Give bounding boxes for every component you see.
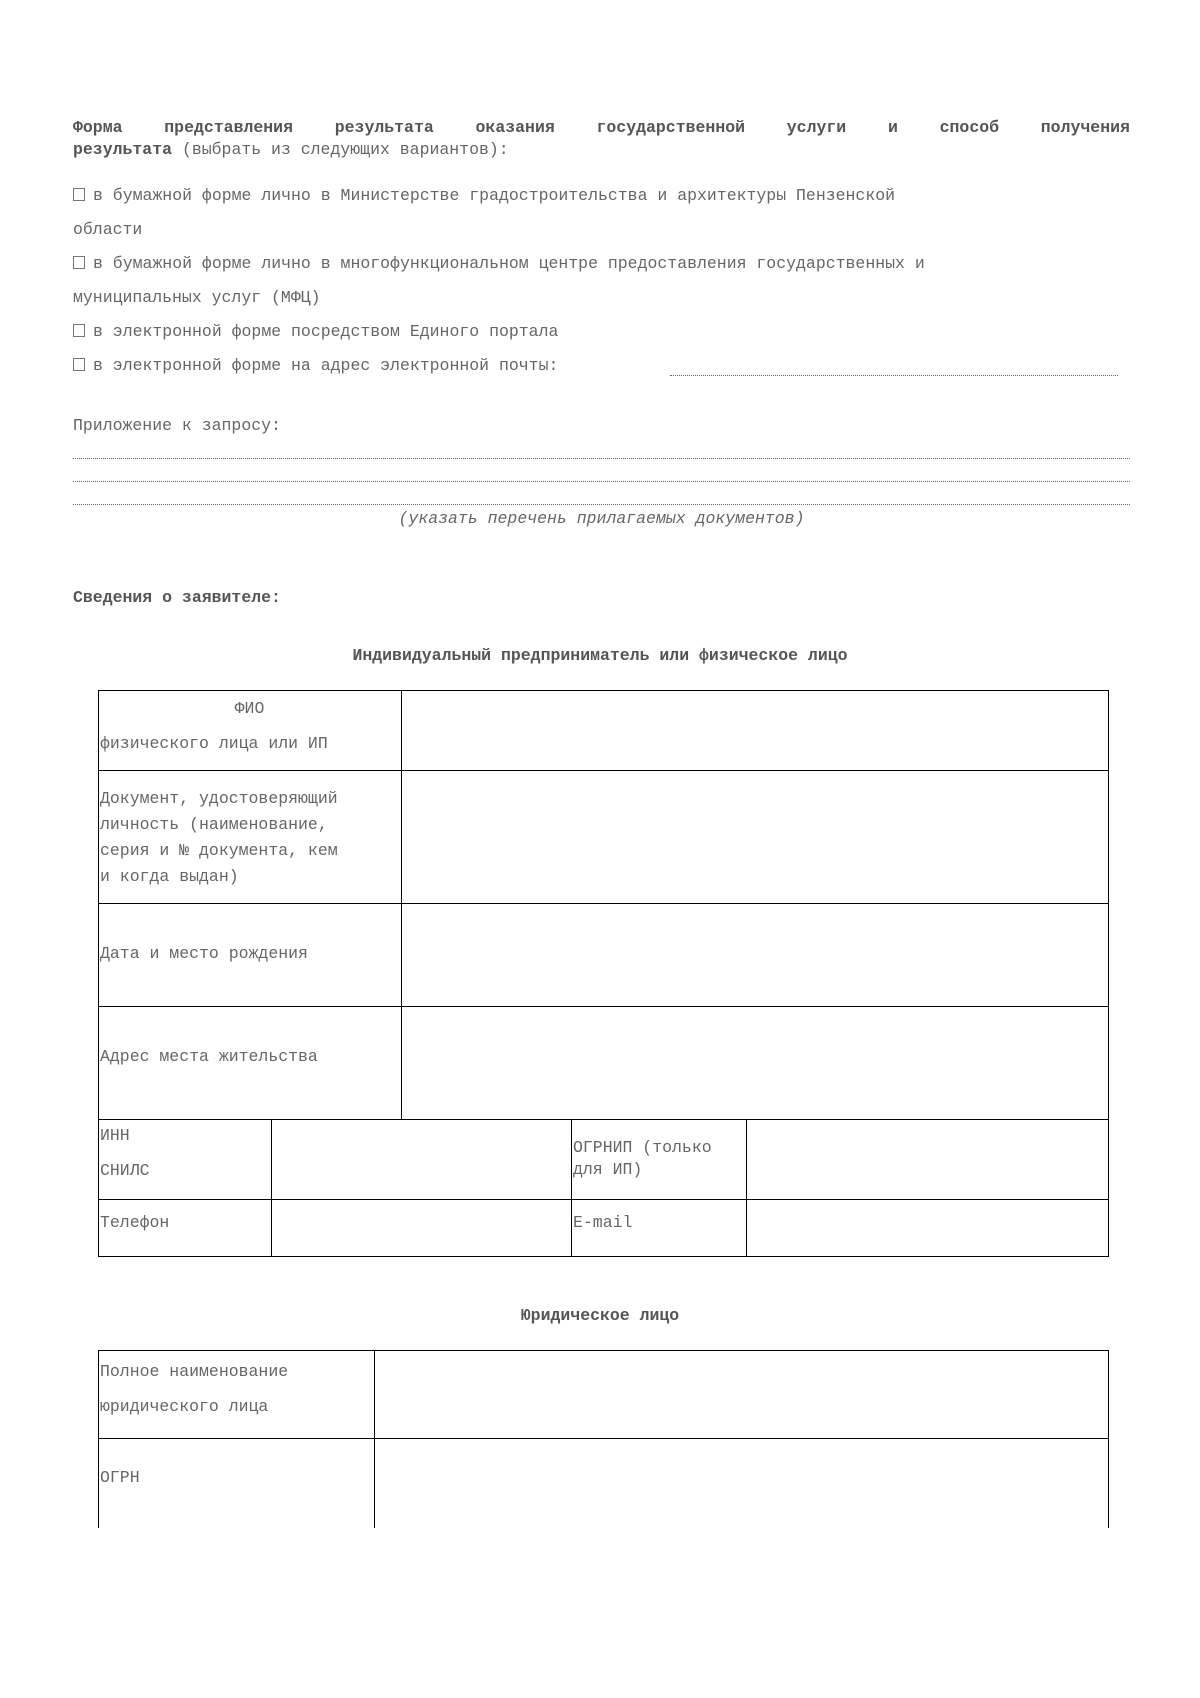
attachment-label: Приложение к запросу:: [73, 416, 281, 435]
birth-value-cell[interactable]: [402, 904, 1108, 1005]
checkbox-email[interactable]: [73, 358, 85, 371]
fio-label-line2: физического лица или ИП: [100, 734, 328, 753]
snils-label: СНИЛС: [100, 1161, 150, 1180]
legal-name-value-cell[interactable]: [375, 1351, 1107, 1437]
legal-title: Юридическое лицо: [520, 1306, 680, 1325]
attachment-hint: (указать перечень прилагаемых документов): [398, 509, 805, 528]
option-mfc-label: в бумажной форме лично в многофункциональном центре предоставления государственных и: [93, 254, 925, 273]
heading-word: Форма: [73, 118, 123, 137]
option-ministry-label: в бумажной форме лично в Министерстве градостроительства и архитектуры Пензенской: [93, 186, 896, 205]
ogrn-value-cell[interactable]: [375, 1439, 1107, 1527]
attachment-line-3[interactable]: [73, 504, 1130, 505]
applicant-heading: Сведения о заявителе:: [73, 588, 281, 607]
heading-word: получения: [1040, 118, 1130, 137]
document-label-line4: и когда выдан): [100, 867, 239, 886]
email-value-cell[interactable]: [747, 1200, 1108, 1256]
heading-word: способ: [939, 118, 1000, 137]
heading-word: государственной: [596, 118, 746, 137]
result-form-heading-line2: [73, 140, 509, 160]
option-ministry[interactable]: [73, 186, 895, 206]
email-address-field[interactable]: [670, 375, 1118, 376]
individual-title: Индивидуальный предприниматель или физическое лицо: [352, 646, 848, 665]
phone-label: Телефон: [100, 1213, 170, 1232]
attachment-line-1[interactable]: [73, 458, 1130, 459]
email-label: E-mail: [573, 1213, 633, 1232]
legal-name-label-line1: Полное наименование: [100, 1362, 289, 1381]
document-label-line2: личность (наименование,: [100, 815, 328, 834]
option-email-label: в электронной форме на адрес электронной почты:: [93, 356, 559, 375]
document-label-line3: серия и № документа, кем: [100, 841, 338, 860]
heading-word: результата: [334, 118, 434, 137]
heading-hint: (выбрать из следующих вариантов):: [181, 140, 509, 159]
ogrnip-value-cell[interactable]: [747, 1120, 1108, 1198]
option-mfc-line2: муниципальных услуг (МФЦ): [73, 288, 321, 307]
document-value-cell[interactable]: [402, 771, 1108, 902]
inn-label: ИНН: [100, 1126, 130, 1145]
fio-label-line1: ФИО: [234, 699, 265, 718]
phone-value-cell[interactable]: [272, 1200, 570, 1256]
attachment-line-2[interactable]: [73, 481, 1130, 482]
ogrn-label: ОГРН: [100, 1468, 140, 1487]
heading-word: оказания: [475, 118, 555, 137]
address-value-cell[interactable]: [402, 1007, 1108, 1118]
ogrnip-label-line2: для ИП): [573, 1160, 643, 1179]
heading-word: представления: [164, 118, 293, 137]
heading-bold-word: результата: [73, 140, 173, 159]
option-ministry-line2: области: [73, 220, 143, 239]
option-portal[interactable]: [73, 322, 558, 342]
legal-name-label-line2: юридического лица: [100, 1397, 269, 1416]
document-label-line1: Документ, удостоверяющий: [100, 789, 338, 808]
option-mfc[interactable]: [73, 254, 925, 274]
checkbox-ministry[interactable]: [73, 188, 85, 201]
address-label: Адрес места жительства: [100, 1047, 318, 1066]
ogrnip-label-line1: ОГРНИП (только: [573, 1138, 712, 1157]
checkbox-portal[interactable]: [73, 324, 85, 337]
fio-value-cell[interactable]: [402, 691, 1108, 769]
result-form-heading: [73, 118, 1130, 138]
heading-word: и: [887, 118, 898, 137]
option-portal-label: в электронной форме посредством Единого портала: [93, 322, 559, 341]
heading-word: услуги: [786, 118, 847, 137]
inn-snils-value-cell[interactable]: [272, 1120, 570, 1198]
option-email[interactable]: [73, 356, 558, 376]
birth-label: Дата и место рождения: [100, 944, 308, 963]
checkbox-mfc[interactable]: [73, 256, 85, 269]
